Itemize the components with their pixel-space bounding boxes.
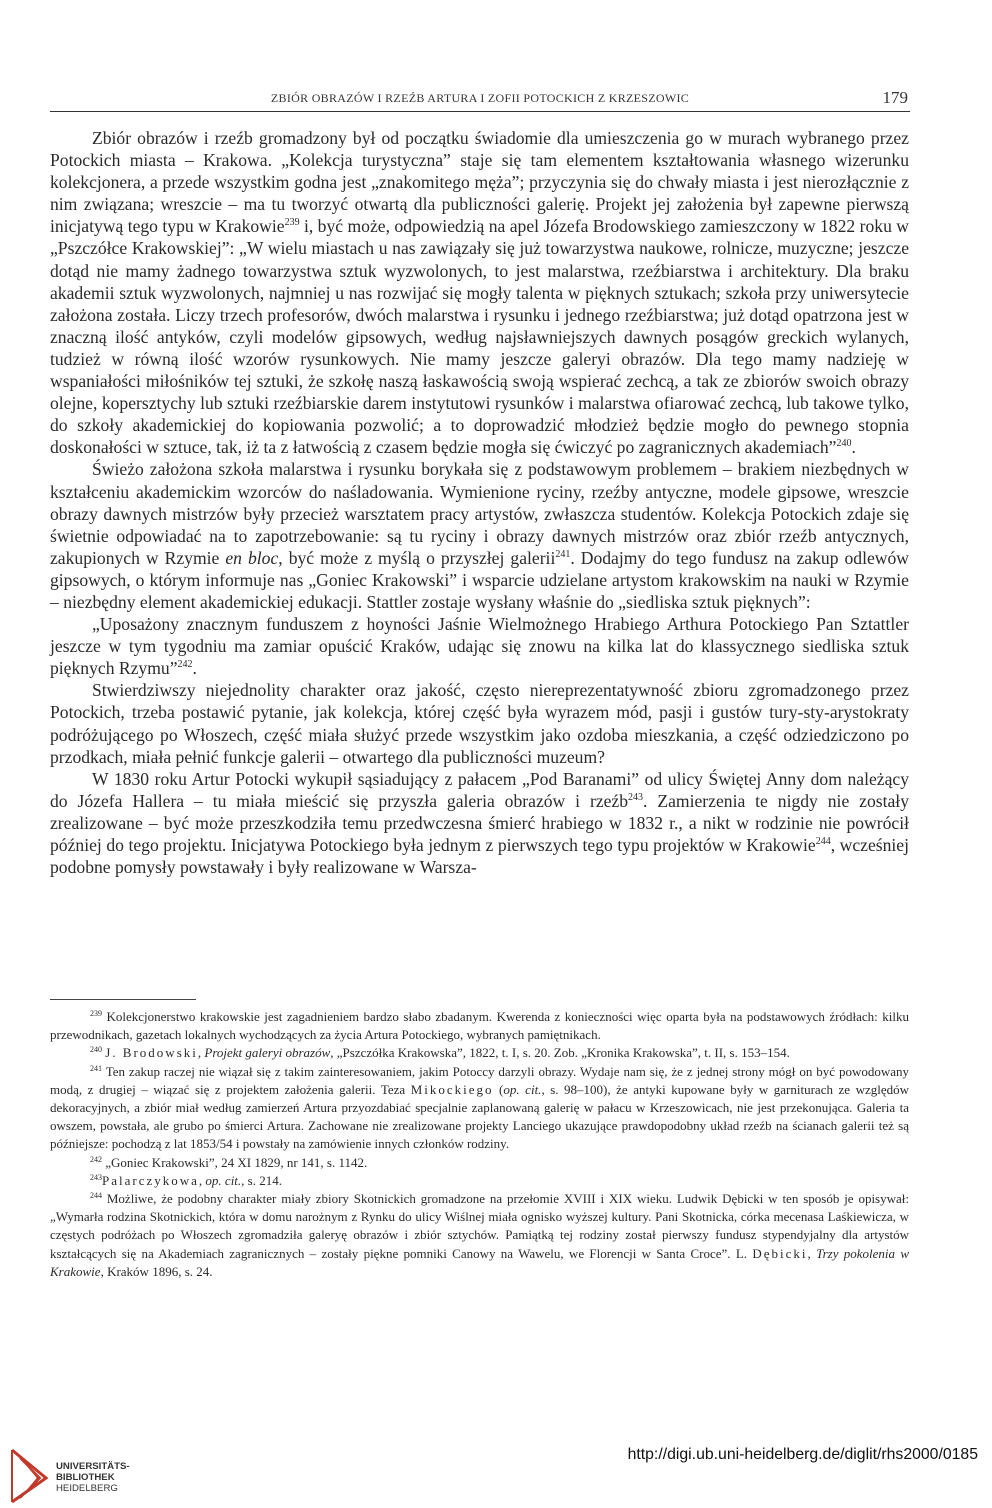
footnote-242 [50, 1154, 909, 1172]
footnote-number: 239 [90, 1009, 102, 1018]
quotation-paragraph [50, 613, 909, 679]
author-name: Dębicki [752, 1245, 808, 1261]
text-run: . Zamierzenia te nigdy nie zostały zrealizowane – być może przeszkodziła temu przedwczesna śmierć hrabiego w 1832 r., a nikt w rodzinie nie powrócił później do tego projektu. Inicjatywa Potockiego była jednym z pierwszych tego typu projektów w Krakowie [50, 790, 909, 855]
logo-line: UNIVERSITÄTS- [56, 1461, 130, 1472]
footnote-text: Kolekcjonerstwo krakowskie jest zagadnieniem bardzo słabo zbadanym. Kwerenda z konieczności więc oparta była na podstawowych źródłach: kilku przewodnikach, gazetach lokalnych wychodzących za życia Artura Potockiego, wybranych pamiętnikach. [50, 1009, 909, 1043]
library-logo-text [56, 1461, 130, 1494]
page-header [50, 89, 910, 112]
source-url-link[interactable]: http://digi.ub.uni-heidelberg.de/diglit/rhs2000/0185 [627, 1446, 978, 1463]
author-name: Palarczykowa [102, 1172, 199, 1188]
footnote-text: Możliwe, że podobny charakter miały zbiory Skotnickich gromadzone na przełomie XVIII i XIX wieku. Ludwik Dębicki w ten sposób je opisywał: „Wymarła rodzina Skotnickich, która w domu narożnym z Rynku do ulicy Wiślnej miała ognisko wyższej kultury. Pani Skotnicka, córka mecenasa Laśkiewicza, w częstych podróżach po Włoszech zgromadziła galeryę obrazów i zbiór sztychów. Pamiątką tej rodziny został pierwszy fundusz stypendyjalny dla artystów kształcących się na Akademiach zagranicznych – zostały piękne pomniki Canowy na Wawelu, we Florencji w Santa Croce”. L. [50, 1191, 909, 1261]
work-title: Projekt galeryi obrazów [204, 1045, 331, 1061]
paragraph [50, 768, 909, 878]
work-title: op. cit. [503, 1081, 542, 1097]
text-run: , być może z myślą o przyszłej galerii [278, 547, 556, 568]
footnote-text: , [807, 1245, 817, 1261]
text-run: Zbiór obrazów i rzeźb gromadzony był od początku świadomie dla umieszczenia go w murach wybranego przez Potockich miasta – Krakowa. „Kolekcja turystyczna” staje się tam elementem kształtowania własnego wizerunku kolekcjonera, a przede wszystkim godna jest „znakomitego męża”; przyczynia się do chwały miasta i jest nierozłącznie z nim związana; wreszcie – ma tu tworzyć otwartą dla publiczności galerię. Projekt jej założenia był zapewne pierwszą inicjatywą tego typu w Krakowie [50, 128, 909, 237]
paragraph: Stwierdziwszy niejednolity charakter oraz jakość, często niereprezentatywność zbioru zgromadzonego przez Potockich, trzeba postawić pytanie, jak kolekcja, której część była wyrazem mód, pasji i gustów tury-sty-arystokraty podróżującego po Włoszech, część miała służyć przede wszystkim jako ozdoba mieszkania, a część odziedziczono po przodkach, miała pełnić funkcje galerii – otwartego dla publiczności muzeum? [50, 680, 909, 767]
footnote-number: 243 [90, 1172, 102, 1182]
footnote-text: „Goniec Krakowski”, 24 XI 1829, nr 141, s. 1142. [102, 1154, 368, 1170]
text-run: . [851, 437, 856, 458]
text-run: W 1830 roku Artur Potocki wykupił sąsiadujący z pałacem „Pod Baranami” od ulicy Świętej Anny dom należący do Józefa Hallera – tu miała mieścić się przyszła galeria obrazów i rzeźb [50, 768, 909, 811]
text-run: . [192, 658, 197, 679]
text-run: , wcześniej podobne pomysły powstawały i były realizowane w Warsza- [50, 835, 909, 878]
page-number: 179 [882, 88, 908, 107]
text-run: „Uposażony znacznym funduszem z hoyności Jaśnie Wielmożnego Hrabiego Arthura Potockiego Pan Sztattler jeszcze w tym tygodniu ma zamiar opuścić Kraków, udając się znowu na kilka lat do klassycznego siedliska sztuk pięknych Rzymu” [50, 614, 909, 679]
footnote-ref[interactable]: 244 [815, 836, 831, 847]
footnote-number: 242 [90, 1154, 102, 1164]
footnote-text: , s. 98–100), że antyki kupowane były w garniturach ze względów dekoracyjnych, a zbiór miał według zamierzeń Artura przyozdabiać specjalnie zaplanowaną galerię w pałacu w Krzeszowicach, nie jest przekonująca. Galeria ta owszem, powstała, ale grubo po śmierci Artura. Zachowane nie zrealizowane projekty Lanciego ukazujące prawdopodobny układ rzeźb na ścianach galerii też są późniejsze: pochodzą z lat 1853/54 i powstały na zamówienie innych członków rodziny. [50, 1081, 910, 1152]
footnote-text: , Kraków 1896, s. 24. [100, 1263, 213, 1279]
footnote-244 [50, 1190, 909, 1281]
library-logo-icon [8, 1448, 50, 1504]
footnote-number: 240 [90, 1045, 102, 1055]
footnote-ref[interactable]: 239 [284, 217, 300, 229]
paragraph [50, 127, 909, 458]
footnote-241 [50, 1063, 909, 1154]
footnote-text: ( [493, 1081, 504, 1097]
footnote-ref[interactable]: 240 [836, 438, 852, 450]
footnote-ref[interactable]: 241 [555, 548, 571, 560]
paragraph [50, 458, 909, 613]
text-run: Świeżo założona szkoła malarstwa i rysunku borykała się z podstawowym problemem – brakiem niezbędnych w kształceniu akademickim wzorców do naśladowania. Wymienione ryciny, rzeźby antyczne, modele gipsowe, wreszcie obrazy dawnych mistrzów były przecież warsztatem pracy artystów, zwłaszcza studentów. Kolekcja Potockich zdaje się świetnie odpowiadać na to zapotrzebowanie: są tu ryciny i obrazy dawnych mistrzów oraz zbiór rzeźb antycznych, zakupionych w Rzymie [50, 459, 909, 568]
footnote-239 [50, 1008, 909, 1044]
footnote-text: Ten zakup raczej nie wiązał się z takim zainteresowaniem, jakim Potoccy darzyli obrazy. Wydaje nam się, że z jednej strony mógł on być powodowany modą, z drugiej – wiązać się z projektem założenia galerii. Teza [50, 1063, 909, 1097]
running-title: ZBIÓR OBRAZÓW I RZEŹB ARTURA I ZOFII POTOCKICH Z KRZESZOWIC [270, 91, 690, 105]
author-name: J. Brodowski [105, 1045, 198, 1061]
footnote-text: , [197, 1045, 205, 1061]
footnote-text: , [198, 1172, 206, 1188]
work-title: Trzy pokolenia w Krakowie [50, 1245, 909, 1279]
italic-phrase: en bloc [225, 547, 279, 568]
author-name: Mikockiego [410, 1081, 494, 1097]
page-footer [0, 1432, 992, 1508]
footnote-240 [50, 1044, 909, 1062]
text-run: i, być może, odpowiedzią na apel Józefa Brodowskiego zamieszczony w 1822 roku w „Pszczółce Krakowskiej”: „W wielu miastach u nas zawiązały się już towarzystwa naukowe, rolnicze, muzyczne; jeszcze dotąd nie mamy żadnego towarzystwa sztuk wyzwolonych, to jest malarstwa, rzeźbiarstwa i architektury. Dla braku akademii sztuk wyzwolonych, najmniej u nas rozwijać się mogły talenta w pięknych sztukach; szkoła przy uniwersytecie założona została. Liczy trzech profesorów, dwóch malarstwa i rysunku i jednego rzeźbiarstwa; już dotąd opatrzona jest w znaczną ilość antyków, czyli modelów gipsowych, według najsławniejszych dawnych posągów greckich wylanych, tudzież w równą ilość wzorów rysunkowych. Nie mamy jeszcze galeryi obrazów. Dla tego mamy nadzieję w wspaniałości miłośników tej sztuki, że szkołę naszą łaskawością swoją wspierać zechcą, a tak ze zbiorów swoich obrazy olejne, kopersztychy lub sztuki rzeźbiarskie darem instytutowi rysunków i malarstwa ofiarować zechcą, lub takowe tylko, do szkoły akademickiej do kopiowania pozwolić; a to doprowadzić młodzież będzie mogło do pewnego stopnia doskonałości w sztuce, tak, iż ta z łatwością z czasem będzie mogła się ćwiczyć po zagranicznych akademiach” [50, 216, 909, 458]
logo-line: HEIDELBERG [56, 1483, 118, 1494]
footnote-text: , s. 214. [241, 1172, 282, 1188]
footnote-number: 244 [90, 1191, 102, 1201]
main-text [50, 127, 909, 878]
footnotes [50, 1008, 909, 1281]
footnote-ref[interactable]: 243 [628, 791, 644, 803]
footnote-divider [50, 999, 196, 1000]
work-title: op. cit. [205, 1172, 242, 1188]
logo-line: BIBLIOTHEK [56, 1472, 115, 1483]
text-run: . Dodajmy do tego fundusz na zakup odlewów gipsowych, o którym informuje nas „Goniec Krakowski” i wsparcie udzielane artystom krakowskim na nauki w Rzymie – niezbędny element akademickiej edukacji. Stattler zostaje wysłany właśnie do „siedliska sztuk pięknych”: [50, 547, 909, 612]
footnote-number: 241 [90, 1063, 102, 1073]
footnote-243 [50, 1172, 909, 1190]
footnote-text: , „Pszczółka Krakowska”, 1822, t. I, s. 20. Zob. „Kronika Krakowska”, t. II, s. 153–154. [330, 1045, 790, 1061]
footnote-ref[interactable]: 242 [177, 659, 193, 671]
